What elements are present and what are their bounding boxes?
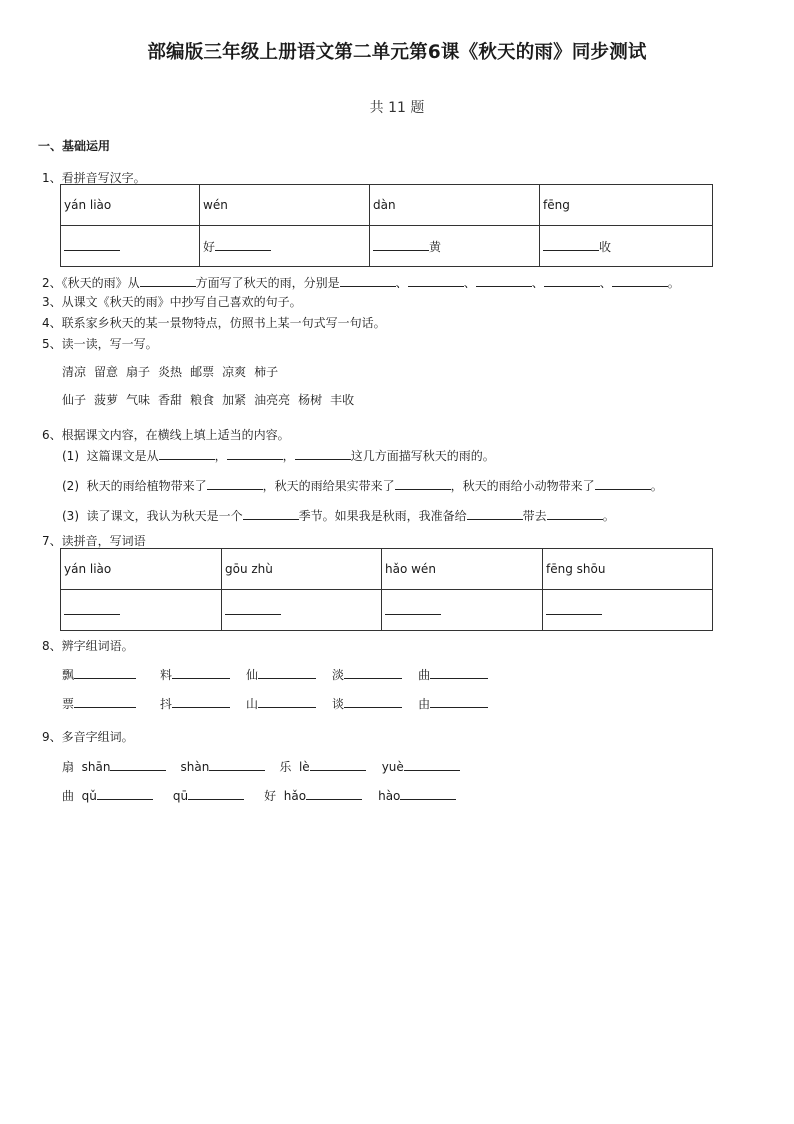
section-heading: 一、基础运用 [38, 139, 111, 153]
sub-number: (1) [62, 449, 79, 463]
q7-answer-cell[interactable] [543, 590, 713, 631]
answer-blank[interactable] [612, 274, 668, 287]
answer-blank[interactable] [110, 758, 166, 771]
answer-blank[interactable] [97, 787, 153, 800]
q9-prompt: 9、多音字组词。 [42, 730, 134, 744]
answer-blank[interactable] [544, 274, 600, 287]
question-count: 共 11 题 [369, 100, 425, 116]
char: 乐 [279, 760, 292, 774]
answer-blank[interactable] [404, 758, 460, 771]
q3-text: 3、从课文《秋天的雨》中抄写自己喜欢的句子。 [42, 295, 302, 309]
answer-blank[interactable] [74, 666, 136, 679]
answer-blank[interactable] [140, 274, 196, 287]
answer-blank[interactable] [547, 507, 603, 520]
answer-blank[interactable] [373, 238, 429, 251]
q5-word-row [62, 364, 286, 380]
q7-prompt: 7、读拼音，写词语 [42, 534, 146, 548]
word: 邮票 [190, 365, 215, 379]
pinyin: qǔ [81, 789, 97, 803]
answer-blank[interactable] [227, 447, 283, 460]
char: 票 [62, 697, 75, 711]
answer-blank[interactable] [408, 274, 464, 287]
answer-blank[interactable] [385, 602, 441, 615]
word: 凉爽 [222, 365, 247, 379]
answer-blank[interactable] [340, 274, 396, 287]
char: 仙 [246, 668, 259, 682]
word: 清凉 [62, 365, 87, 379]
word: 香甜 [158, 393, 183, 407]
answer-blank[interactable] [207, 477, 263, 490]
answer-blank[interactable] [258, 695, 316, 708]
answer-blank[interactable] [172, 695, 230, 708]
answer-blank[interactable] [64, 238, 120, 251]
word: 扇子 [126, 365, 151, 379]
answer-blank[interactable] [310, 758, 366, 771]
word: 炎热 [158, 365, 183, 379]
answer-blank[interactable] [344, 695, 402, 708]
q8-row [62, 666, 488, 683]
word: 菠萝 [94, 393, 119, 407]
pinyin: shàn [180, 760, 210, 774]
sub-text: 带去 [522, 509, 547, 523]
page-title: 部编版三年级上册语文第二单元第6课《秋天的雨》同步测试 [147, 42, 647, 63]
answer-blank[interactable] [243, 507, 299, 520]
period: 。 [650, 479, 663, 493]
q4-text: 4、联系家乡秋天的某一景物特点，仿照书上某一句式写一句话。 [42, 316, 386, 330]
sub-text: 季节。如果我是秋雨，我准备给 [298, 509, 467, 523]
separator: 、 [531, 276, 544, 290]
given-char: 黄 [429, 239, 442, 254]
sub-text: 这篇课文是从 [86, 449, 159, 463]
q8-prompt: 8、辨字组词语。 [42, 639, 134, 653]
word: 柿子 [254, 365, 279, 379]
given-char: 好 [203, 239, 216, 254]
q7-answer-cell[interactable] [61, 590, 222, 631]
answer-blank[interactable] [225, 602, 281, 615]
word: 仙子 [62, 393, 87, 407]
q1-table [60, 184, 713, 267]
q7-answer-cell[interactable] [222, 590, 382, 631]
q5-prompt: 5、读一读，写一写。 [42, 337, 158, 351]
sub-text: 读了课文，我认为秋天是一个 [86, 509, 243, 523]
word: 丰收 [330, 393, 355, 407]
q7-answer-cell[interactable] [382, 590, 543, 631]
q1-answer-cell[interactable] [540, 226, 713, 267]
pinyin: shān [81, 760, 111, 774]
char: 谈 [332, 697, 345, 711]
q1-pinyin-cell: yán liào [61, 185, 200, 226]
given-char: 收 [599, 239, 612, 254]
word: 粮食 [190, 393, 215, 407]
sub-text: 这几方面描写秋天的雨的。 [350, 449, 495, 463]
char: 料 [160, 668, 173, 682]
answer-blank[interactable] [159, 447, 215, 460]
sub-text: 秋天的雨给植物带来了 [86, 479, 207, 493]
separator: ， [282, 449, 295, 463]
q7-pinyin-cell: yán liào [61, 549, 222, 590]
q1-answer-cell[interactable] [200, 226, 370, 267]
q7-pinyin-cell: hǎo wén [382, 549, 543, 590]
separator: ， [214, 449, 227, 463]
sub-text: ，秋天的雨给果实带来了 [262, 479, 395, 493]
period: 。 [667, 276, 680, 290]
answer-blank[interactable] [188, 787, 244, 800]
q9-row [62, 758, 460, 775]
word: 杨树 [298, 393, 323, 407]
char: 由 [418, 697, 431, 711]
answer-blank[interactable] [215, 238, 271, 251]
char: 抖 [160, 697, 173, 711]
separator: 、 [463, 276, 476, 290]
answer-blank[interactable] [467, 507, 523, 520]
char: 山 [246, 697, 259, 711]
char: 淡 [332, 668, 345, 682]
pinyin: lè [298, 760, 310, 774]
q1-prompt: 1、看拼音写汉字。 [42, 171, 146, 185]
q1-pinyin-cell: dàn [370, 185, 540, 226]
q7-pinyin-cell: gōu zhù [222, 549, 382, 590]
answer-blank[interactable] [546, 602, 602, 615]
pinyin: qū [172, 789, 189, 803]
q2-text: 《秋天的雨》从 [61, 276, 140, 290]
q8-row [62, 695, 488, 712]
word: 留意 [94, 365, 119, 379]
answer-blank[interactable] [595, 477, 651, 490]
answer-blank[interactable] [306, 787, 362, 800]
sub-number: (2) [62, 479, 79, 493]
q2-number: 2、 [42, 276, 62, 290]
char: 好 [264, 789, 277, 803]
q5-word-row [62, 392, 362, 408]
sub-text: ，秋天的雨给小动物带来了 [450, 479, 595, 493]
pinyin: hào [378, 789, 401, 803]
period: 。 [602, 509, 615, 523]
pinyin: yuè [381, 760, 404, 774]
q6-sub-1 [62, 447, 495, 464]
q7-table [60, 548, 713, 631]
q7-pinyin-cell: fēng shōu [543, 549, 713, 590]
char: 扇 [62, 760, 75, 774]
q6-sub-2 [62, 477, 663, 494]
char: 飘 [62, 668, 75, 682]
sub-number: (3) [62, 509, 79, 523]
q2-line [42, 274, 680, 291]
q1-pinyin-cell: wén [200, 185, 370, 226]
q6-prompt: 6、根据课文内容，在横线上填上适当的内容。 [42, 428, 290, 442]
answer-blank[interactable] [64, 602, 120, 615]
separator: 、 [599, 276, 612, 290]
q1-pinyin-cell: fēng [540, 185, 713, 226]
answer-blank[interactable] [476, 274, 532, 287]
q6-sub-3 [62, 507, 615, 524]
word: 油亮亮 [254, 393, 291, 407]
answer-blank[interactable] [400, 787, 456, 800]
char: 曲 [62, 789, 75, 803]
answer-blank[interactable] [258, 666, 316, 679]
separator: 、 [395, 276, 408, 290]
word: 加紧 [222, 393, 247, 407]
answer-blank[interactable] [543, 238, 599, 251]
answer-blank[interactable] [395, 477, 451, 490]
char: 曲 [418, 668, 431, 682]
answer-blank[interactable] [295, 447, 351, 460]
q1-answer-cell[interactable] [370, 226, 540, 267]
word: 气味 [126, 393, 151, 407]
answer-blank[interactable] [430, 666, 488, 679]
answer-blank[interactable] [430, 695, 488, 708]
q1-answer-cell[interactable] [61, 226, 200, 267]
answer-blank[interactable] [344, 666, 402, 679]
pinyin: hǎo [283, 789, 307, 803]
answer-blank[interactable] [172, 666, 230, 679]
answer-blank[interactable] [209, 758, 265, 771]
q2-text: 方面写了秋天的雨，分别是 [195, 276, 340, 290]
answer-blank[interactable] [74, 695, 136, 708]
q9-row [62, 787, 456, 804]
